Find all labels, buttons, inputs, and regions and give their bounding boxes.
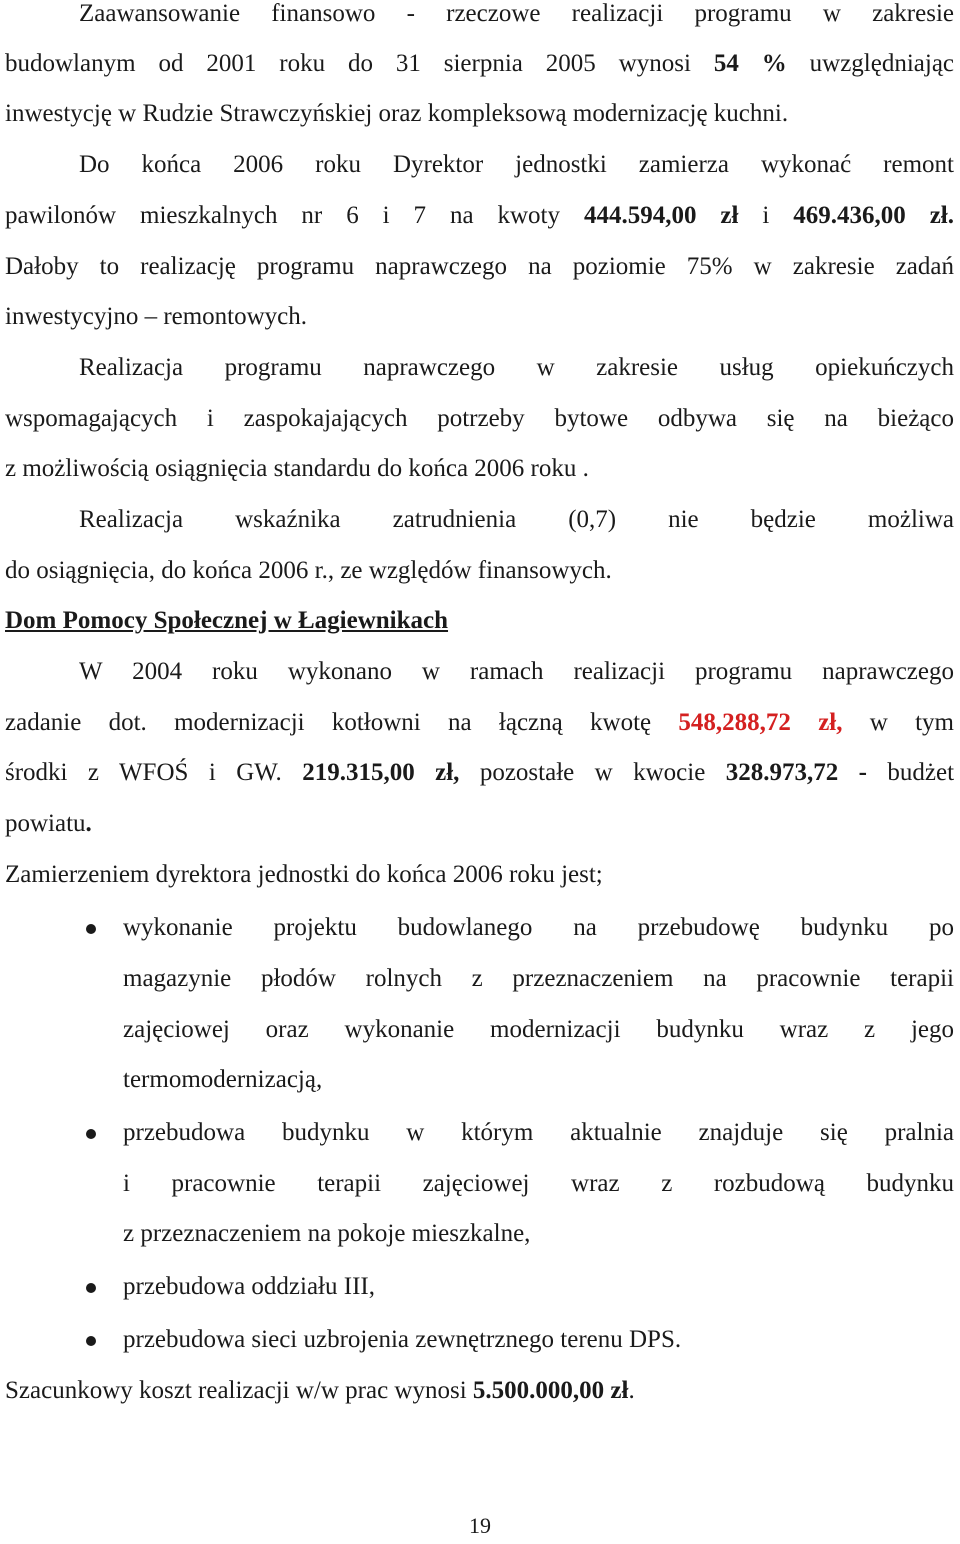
paragraph-3-line-3: z możliwością osiągnięcia standardu do końca 2006 roku . <box>5 455 589 482</box>
bullet-4-line-1: przebudowa sieci uzbrojenia zewnętrznego terenu DPS. <box>123 1326 682 1353</box>
paragraph-4-line-2: do osiągnięcia, do końca 2006 r., ze względów finansowych. <box>5 557 612 584</box>
bullet-1-line-3: zajęciowej oraz wykonanie modernizacji budynku wraz z jego <box>123 1016 954 1043</box>
paragraph-1-line-2: budowlanym od 2001 roku do 31 sierpnia 2005 wynosi 54 % uwzględniając <box>5 50 955 77</box>
paragraph-5-line-3: środki z WFOŚ i GW. 219.315,00 zł, pozostałe w kwocie 328.973,72 - budżet <box>5 759 955 786</box>
bullet-2-line-3: z przeznaczeniem na pokoje mieszkalne, <box>123 1220 531 1247</box>
bullet-1-line-1: wykonanie projektu budowlanego na przebudowę budynku po <box>123 914 954 941</box>
paragraph-2-line-4: inwestycyjno – remontowych. <box>5 303 308 330</box>
paragraph-6: Zamierzeniem dyrektora jednostki do końca 2006 roku jest; <box>5 861 603 888</box>
paragraph-7: Szacunkowy koszt realizacji w/w prac wynosi 5.500.000,00 zł. <box>5 1377 635 1404</box>
paragraph-2-line-1: Do końca 2006 roku Dyrektor jednostki zamierza wykonać remont <box>79 151 954 178</box>
paragraph-3-line-1: Realizacja programu naprawczego w zakresie usług opiekuńczych <box>79 354 954 381</box>
section-heading: Dom Pomocy Społecznej w Łagiewnikach <box>5 607 449 634</box>
paragraph-5-line-1: W 2004 roku wykonano w ramach realizacji programu naprawczego <box>79 658 954 685</box>
paragraph-3-line-2: wspomagających i zaspokajających potrzeby bytowe odbywa się na bieżąco <box>5 405 954 432</box>
bullet-3-line-1: przebudowa oddziału III, <box>123 1273 375 1300</box>
total-amount: 548,288,72 zł, <box>678 709 843 736</box>
bullet-1-icon <box>86 924 96 934</box>
paragraph-2-line-2: pawilonów mieszkalnych nr 6 i 7 na kwoty 444.594,00 zł i 469.436,00 zł. <box>5 202 954 229</box>
paragraph-5-line-2: zadanie dot. modernizacji kotłowni na łączną kwotę 548,288,72 zł, w tym <box>5 709 954 736</box>
county-amount: 328.973,72 - <box>725 759 867 786</box>
wfos-amount: 219.315,00 zł, <box>302 759 460 786</box>
paragraph-1-line-1: Zaawansowanie finansowo - rzeczowe realizacji programu w zakresie <box>79 0 954 27</box>
bullet-1-line-4: termomodernizacją, <box>123 1066 323 1093</box>
bullet-2-line-2: i pracownie terapii zajęciowej wraz z rozbudową budynku <box>123 1170 954 1197</box>
estimated-cost: 5.500.000,00 zł <box>472 1377 629 1404</box>
bullet-2-line-1: przebudowa budynku w którym aktualnie znajduje się pralnia <box>123 1119 954 1146</box>
bullet-4-icon <box>86 1336 96 1346</box>
bullet-3-icon <box>86 1283 96 1293</box>
paragraph-4-line-1: Realizacja wskaźnika zatrudnienia (0,7) nie będzie możliwa <box>79 506 954 533</box>
page-number: 19 <box>469 1513 491 1538</box>
percent-value: 54 % <box>713 50 787 77</box>
paragraph-5-line-4: powiatu. <box>5 810 92 837</box>
paragraph-1-line-3: inwestycję w Rudzie Strawczyńskiej oraz kompleksową modernizację kuchni. <box>5 100 789 127</box>
bullet-1-line-2: magazynie płodów rolnych z przeznaczeniem na pracownie terapii <box>123 965 954 992</box>
amount-pavilion-7: 469.436,00 zł. <box>793 202 954 229</box>
paragraph-2-line-3: Dałoby to realizację programu naprawczego na poziomie 75% w zakresie zadań <box>5 253 954 280</box>
bullet-2-icon <box>86 1129 96 1139</box>
amount-pavilion-6: 444.594,00 zł <box>583 202 739 229</box>
